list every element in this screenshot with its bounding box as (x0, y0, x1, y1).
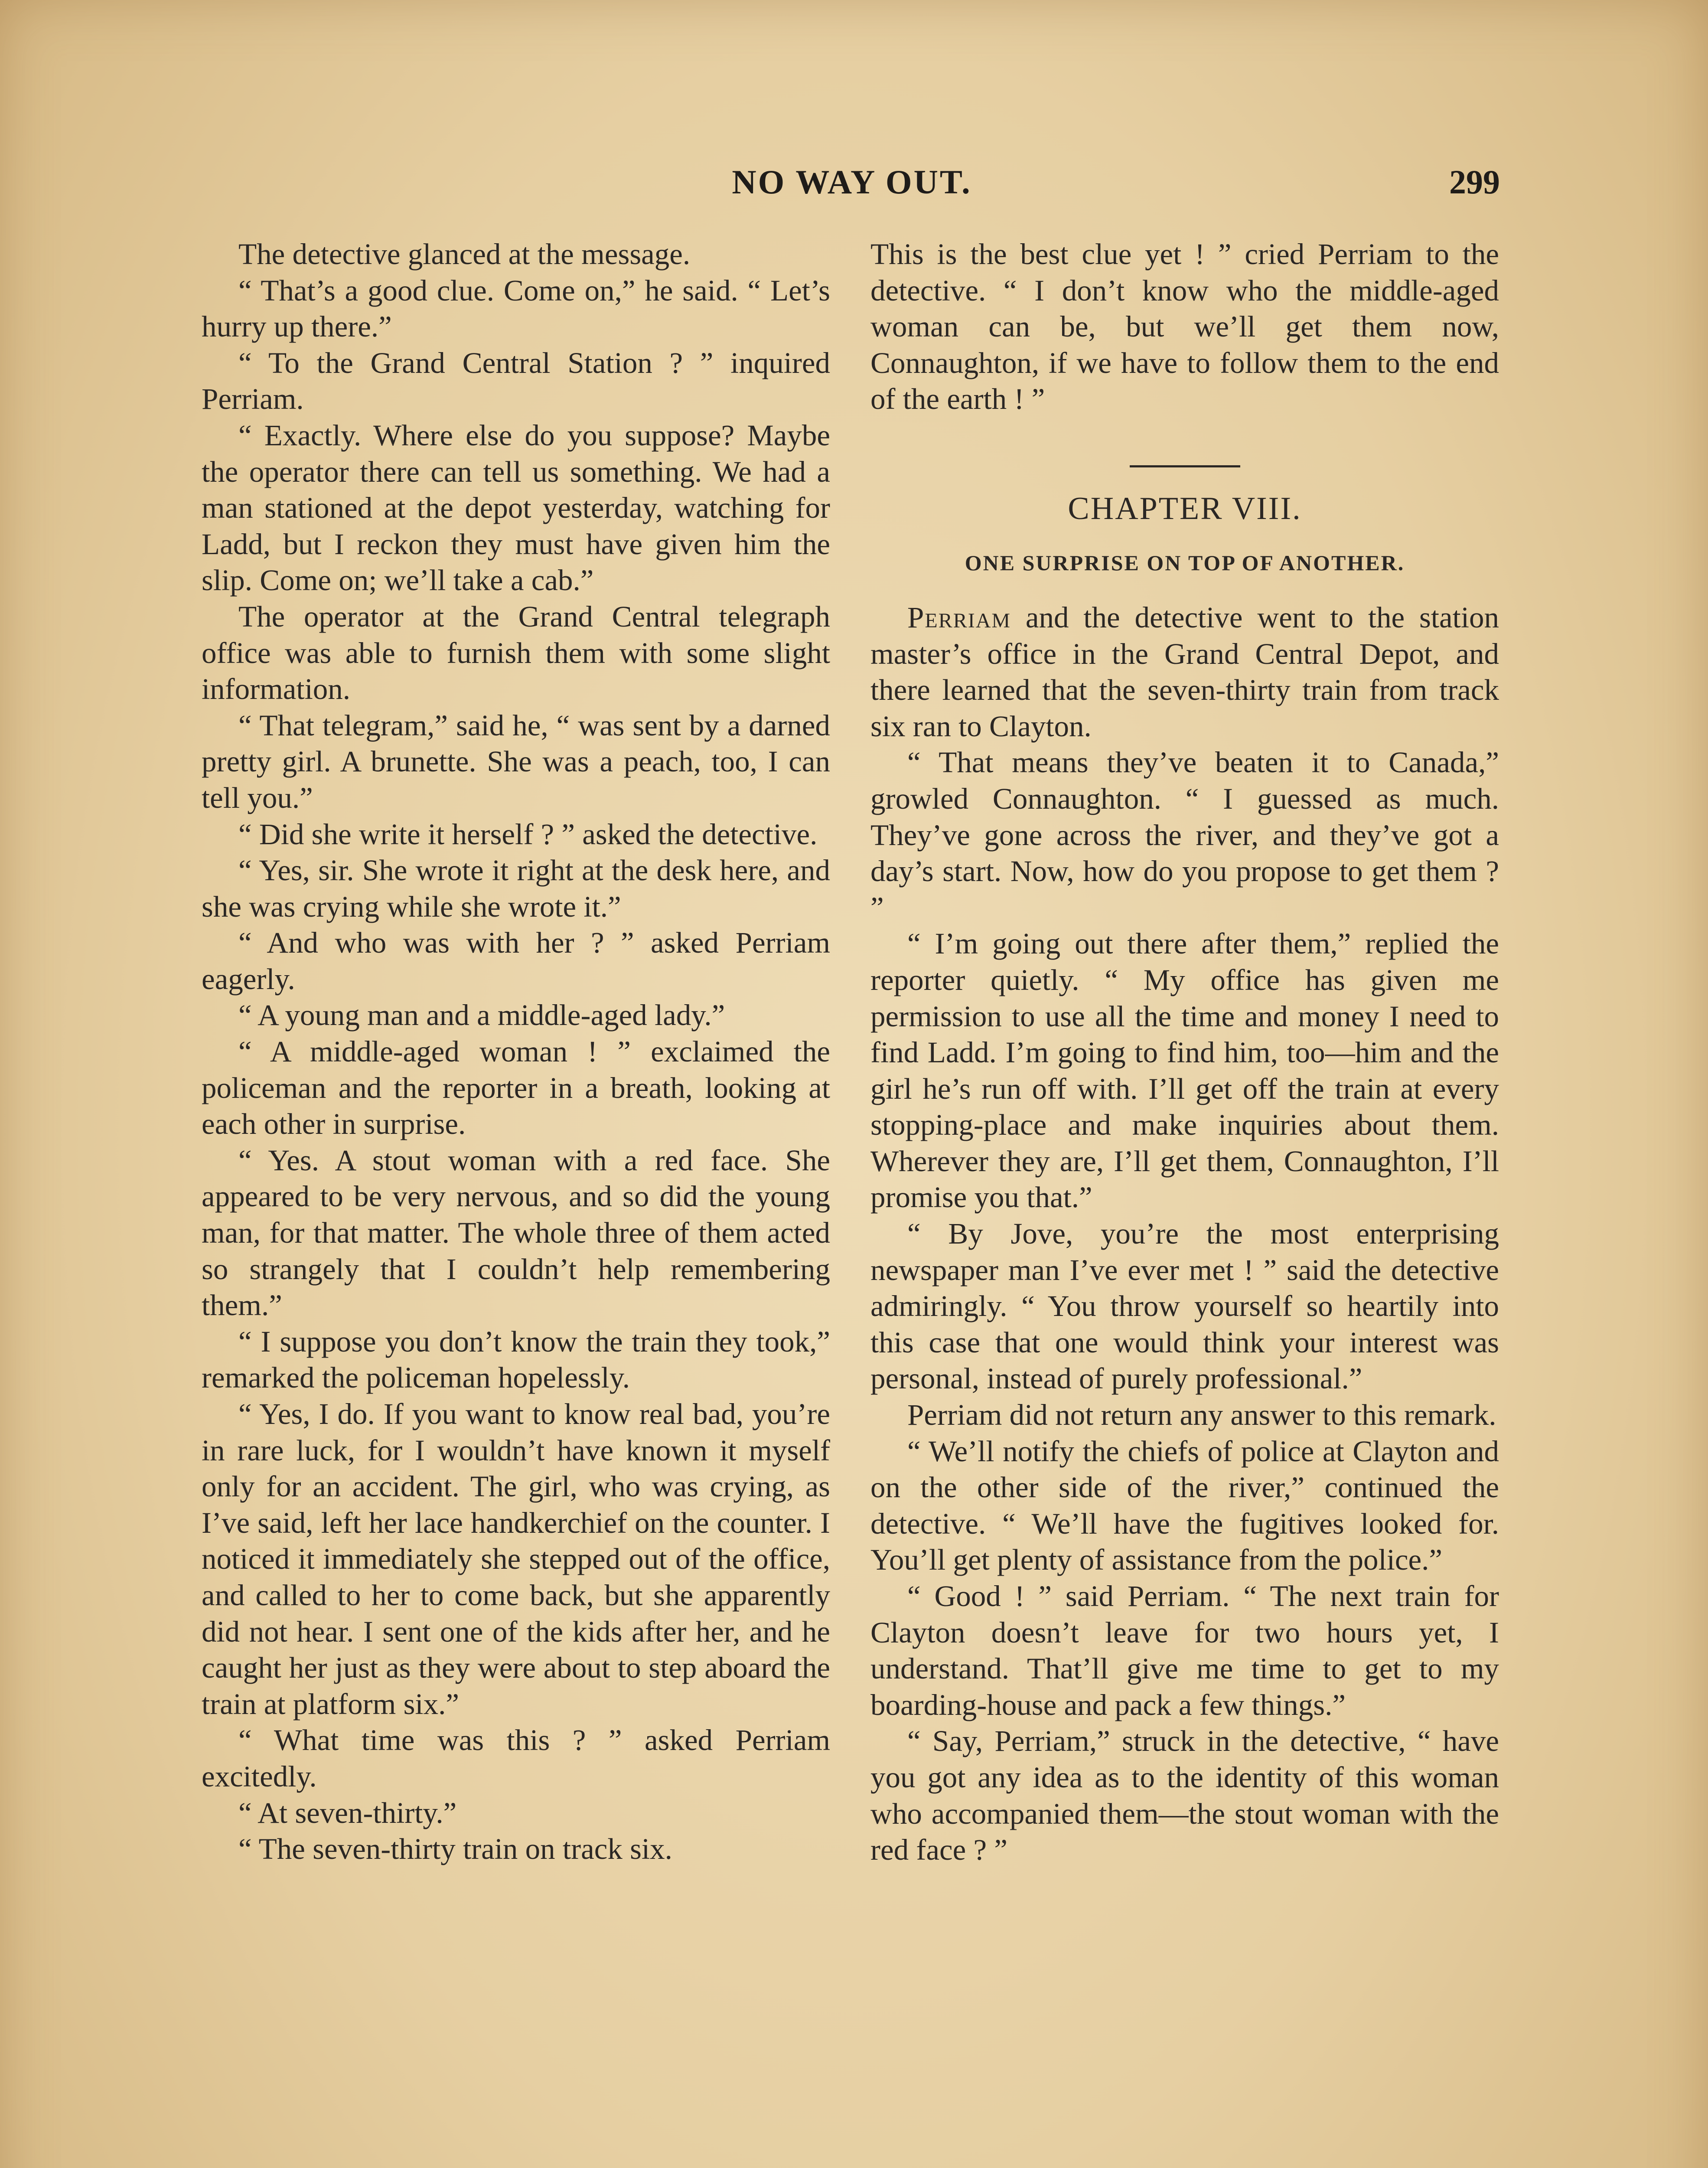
paragraph: “ At seven-thirty.” (238, 1796, 457, 1829)
running-title: NO WAY OUT. (732, 163, 972, 201)
section-rule (1130, 465, 1240, 467)
paragraph: “ What time was this ? ” asked Perriam excitedly. (202, 1724, 830, 1793)
left-column (202, 236, 830, 1868)
page-number: 299 (1449, 163, 1500, 201)
paragraph: “ The seven-thirty train on track six. (238, 1832, 672, 1866)
paragraph: “ Good ! ” said Perriam. “ The next train for Clayton doesn’t leave for two hours yet, I understand. That’ll give me time to get to my boarding-house and pack a few things.” (870, 1580, 1499, 1721)
right-column-continuation (870, 236, 1499, 418)
paragraph: Perriam did not return any answer to this remark. (907, 1398, 1496, 1432)
paragraph: “ Did she write it herself ? ” asked the detective. (238, 817, 818, 851)
paragraph: “ That means they’ve beaten it to Canada,” growled Connaughton. “ I guessed as much. They’ve gone across the river, and they’ve got a day’s start. Now, how do you propose to get them ? ” (870, 746, 1499, 924)
paragraph: “ Say, Perriam,” struck in the detective, “ have you got any idea as to the identity of this woman who accompanied them—the stout woman with the red face ? ” (870, 1724, 1499, 1867)
opening-text: and the detective went to the station master’s office in the Grand Central Depot, and there learned that the seven-thirty train from track six ran to Clayton. (870, 601, 1499, 743)
paragraph: “ I’m going out there after them,” replied the reporter quietly. “ My office has given me permission to use all the time and money I need to find Ladd. I’m going to find him, too—him and the girl he’s run off with. I’ll get off the train at every stopping-place and make inquiries about them. Wherever they are, I’ll get them, Connaughton, I’ll promise you that.” (870, 927, 1499, 1214)
right-column-body (870, 744, 1499, 1868)
paragraph: The operator at the Grand Central telegraph office was able to furnish them with some slight information. (202, 600, 830, 706)
paragraph: “ I suppose you don’t know the train they took,” remarked the policeman hopelessly. (202, 1325, 830, 1394)
paragraph: “ Yes, sir. She wrote it right at the desk here, and she was crying while she wrote it.” (202, 854, 830, 923)
right-column (870, 236, 1499, 1868)
paragraph: “ To the Grand Central Station ? ” inquired Perriam. (202, 346, 830, 416)
paragraph: The detective glanced at the message. (238, 238, 691, 271)
paragraph: “ That telegram,” said he, “ was sent by a darned pretty girl. A brunette. She was a peach, too, I can tell you.” (202, 709, 830, 814)
drop-word: Perriam (907, 601, 1011, 634)
chapter-opening-paragraph (870, 600, 1499, 744)
paragraph: “ Exactly. Where else do you suppose? Maybe the operator there can tell us something. We had a man stationed at the depot yesterday, watching for Ladd, but I reckon they must have given him the slip. Come on; we’ll take a cab.” (202, 418, 830, 597)
paragraph: “ Yes. A stout woman with a red face. She appeared to be very nervous, and so did the young man, for that matter. The whole three of them acted so strangely that I couldn’t help remembering them.” (202, 1143, 830, 1322)
paragraph: “ And who was with her ? ” asked Perriam eagerly. (202, 926, 830, 996)
paragraph: “ A middle-aged woman ! ” exclaimed the policeman and the reporter in a breath, looking at each other in surprise. (202, 1035, 830, 1141)
running-header (204, 163, 1500, 210)
chapter-title: CHAPTER VIII. (1068, 490, 1302, 526)
paragraph: “ We’ll notify the chiefs of police at Clayton and on the other side of the river,” continued the detective. “ We’ll have the fugitives looked for. You’ll get plenty of assistance from the police.” (870, 1434, 1499, 1577)
paragraph: “ Yes, I do. If you want to know real bad, you’re in rare luck, for I wouldn’t have known it myself only for an accident. The girl, who was crying, as I’ve said, left her lace handkerchief on the counter. I noticed it immediately she stepped out of the office, and called to her to come back, but she apparently did not hear. I sent one of the kids after her, and he caught her just as they were about to step aboard the train at platform six.” (202, 1397, 830, 1721)
paragraph: “ A young man and a middle-aged lady.” (238, 999, 725, 1032)
paragraph: “ That’s a good clue. Come on,” he said. “ Let’s hurry up there.” (202, 274, 830, 343)
paragraph: This is the best clue yet ! ” cried Perriam to the detective. “ I don’t know who the middle-aged woman can be, but we’ll get them now, Connaughton, if we have to follow them to the end of the earth ! ” (870, 238, 1499, 416)
chapter-subtitle: ONE SURPRISE ON TOP OF ANOTHER. (965, 550, 1405, 575)
paragraph: “ By Jove, you’re the most enterprising newspaper man I’ve ever met ! ” said the detective admiringly. “ You throw yourself so heartily into this case that one would think your interest was personal, instead of purely professional.” (870, 1217, 1499, 1395)
